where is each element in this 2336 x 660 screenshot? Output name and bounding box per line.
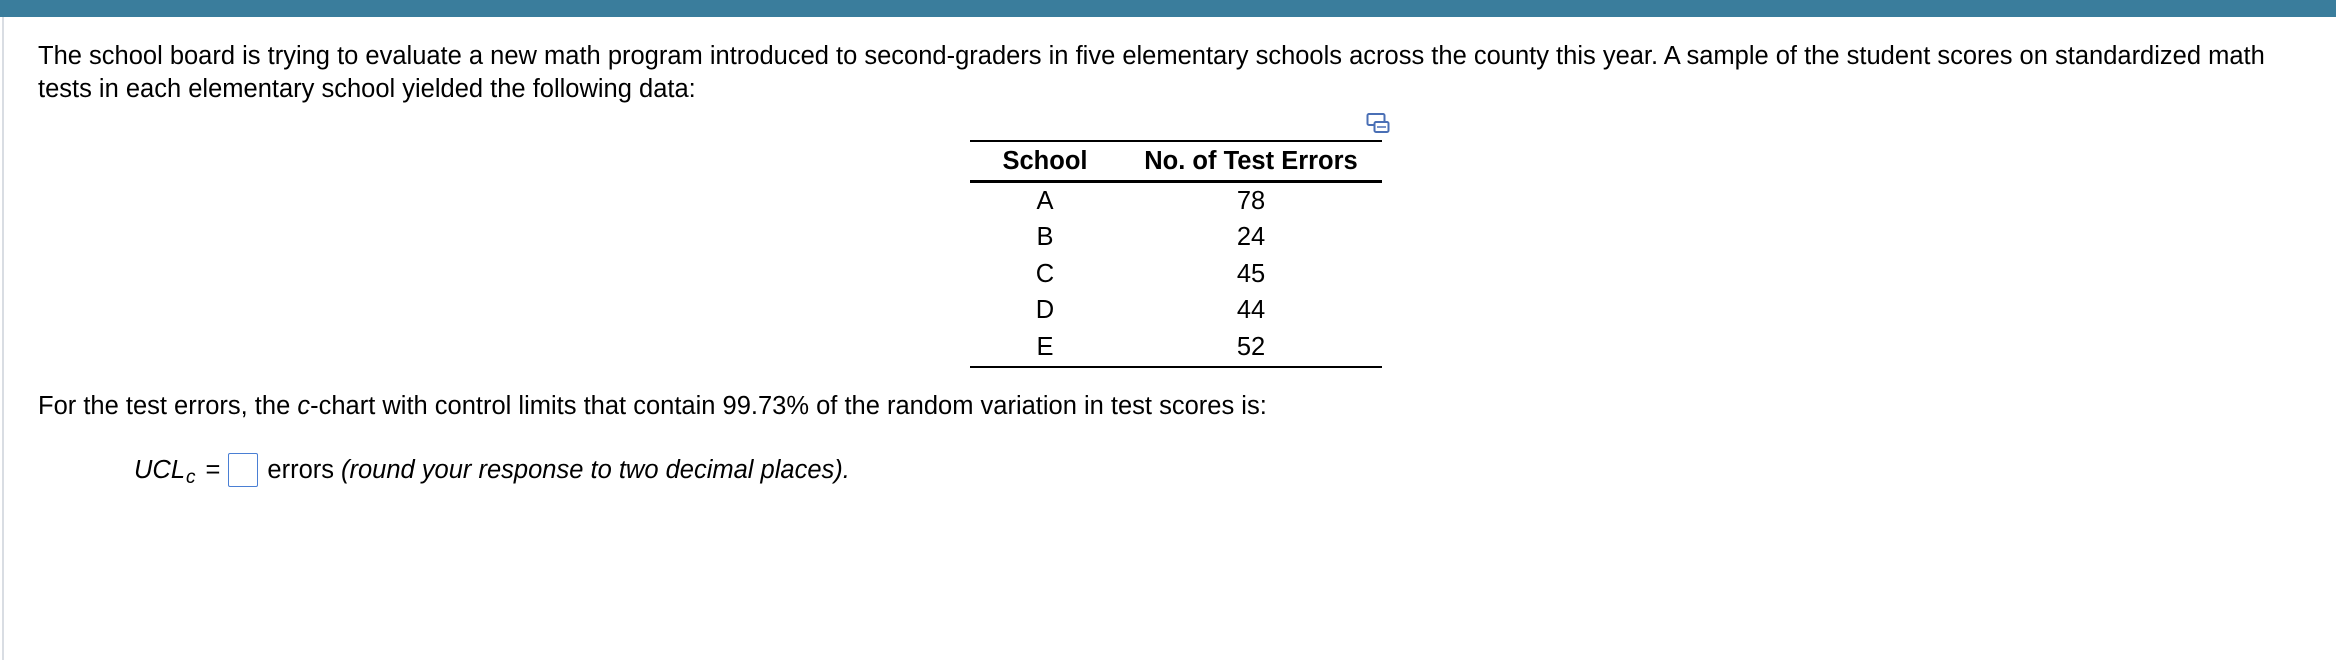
header-test-errors: No. of Test Errors: [1120, 141, 1382, 182]
errors-cell: 52: [1236, 332, 1266, 361]
answer-row: [134, 450, 850, 490]
left-border: [2, 17, 4, 660]
errors-cell: 78: [1236, 186, 1266, 215]
table-row: [970, 293, 1382, 330]
question-chart-letter: c: [297, 392, 311, 420]
ucl-subscript: c: [186, 467, 196, 488]
question-suffix: -chart with control limits that contain 99.73% of the random variation in test scores is:: [310, 392, 1267, 420]
copy-table-icon[interactable]: [1366, 112, 1390, 136]
top-bar: [0, 0, 2336, 17]
errors-cell: 45: [1236, 259, 1266, 288]
ucl-answer-input[interactable]: [228, 453, 258, 487]
school-cell: A: [1036, 186, 1054, 215]
header-school: School: [970, 141, 1120, 182]
table-row: [970, 182, 1382, 220]
school-cell: D: [1035, 296, 1055, 325]
table-row: [970, 329, 1382, 367]
school-cell: C: [1035, 259, 1055, 288]
equals-sign: =: [205, 455, 221, 484]
question-prefix: For the test errors, the: [38, 392, 298, 420]
school-cell: B: [1036, 223, 1054, 252]
question-text: [38, 390, 1267, 423]
table-row: [970, 256, 1382, 293]
table-row: [970, 220, 1382, 257]
rounding-note: (round your response to two decimal places).: [341, 455, 850, 484]
problem-intro: The school board is trying to evaluate a new math program introduced to second-graders in five elementary schools across the county this year. A sample of the student scores on standardized math tests in each elementary school yielded the following data:: [38, 42, 2265, 103]
errors-cell: 44: [1236, 296, 1266, 325]
ucl-variable: UCL: [134, 455, 186, 484]
table-header-row: [970, 141, 1382, 182]
school-cell: E: [1036, 332, 1054, 361]
unit-label: errors: [267, 455, 335, 484]
data-table: [970, 140, 1382, 368]
errors-cell: 24: [1236, 223, 1266, 252]
